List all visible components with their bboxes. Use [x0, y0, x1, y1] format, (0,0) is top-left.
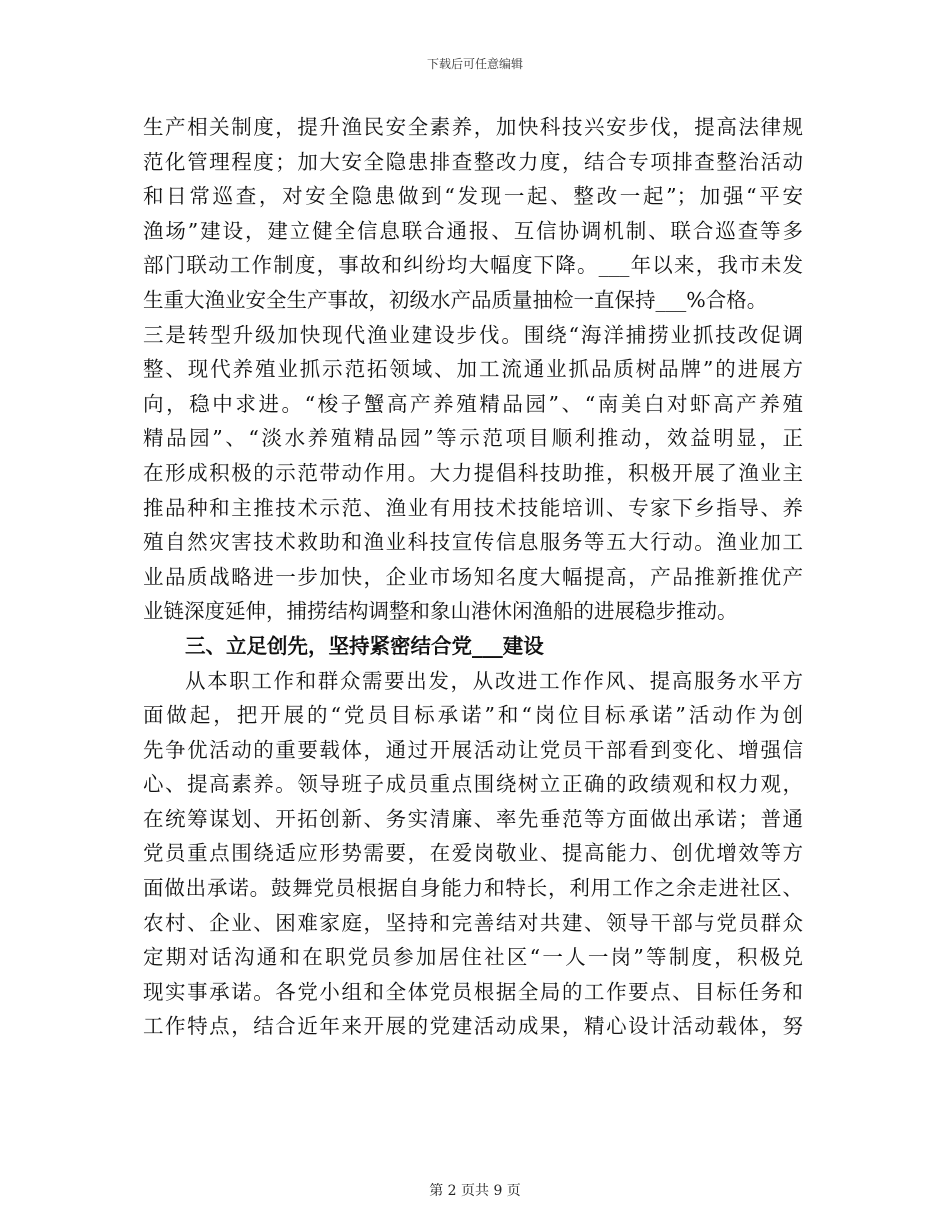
paragraph-line: 面做起，把开展的“党员目标承诺”和“岗位目标承诺”活动作为创	[143, 703, 803, 728]
paragraph-line: 生重大渔业安全生产事故，初级水产品质量抽检一直保持___%合格。	[143, 287, 768, 312]
section-heading: 三、立足创先，坚持紧密结合党___建设	[185, 633, 544, 658]
paragraph-line: 部门联动工作制度，事故和纠纷均大幅度下降。___年以来，我市未发	[143, 253, 803, 278]
paragraph-line: 三是转型升级加快现代渔业建设步伐。围绕“海洋捕捞业抓技改促调	[143, 322, 803, 347]
paragraph-line: 农村、企业、困难家庭，坚持和完善结对共建、领导干部与党员群众	[143, 910, 803, 935]
paragraph-line: 从本职工作和群众需要出发，从改进工作作风、提高服务水平方	[185, 668, 803, 693]
paragraph-line: 范化管理程度；加大安全隐患排查整改力度，结合专项排查整治活动	[143, 149, 803, 174]
paragraph-line: 推品种和主推技术示范、渔业有用技术技能培训、专家下乡指导、养	[143, 495, 803, 520]
paragraph-line: 渔场”建设，建立健全信息联合通报、互信协调机制、联合巡查等多	[143, 218, 803, 243]
page-number-footer: 第 2 页共 9 页	[429, 1183, 521, 1199]
paragraph-line: 在统筹谋划、开拓创新、务实清廉、率先垂范等方面做出承诺；普通	[143, 806, 803, 831]
paragraph-line: 定期对话沟通和在职党员参加居住社区“一人一岗”等制度，积极兑	[143, 945, 803, 970]
paragraph-line: 党员重点围绕适应形势需要，在爱岗敬业、提高能力、创优增效等方	[143, 841, 803, 866]
paragraph-line: 精品园”、“淡水养殖精品园”等示范项目顺利推动，效益明显，正	[143, 426, 803, 451]
paragraph-line: 先争优活动的重要载体，通过开展活动让党员干部看到变化、增强信	[143, 737, 803, 762]
paragraph-line: 现实事承诺。各党小组和全体党员根据全局的工作要点、目标任务和	[143, 979, 803, 1004]
paragraph-line: 和日常巡查，对安全隐患做到“发现一起、整改一起”；加强“平安	[143, 184, 803, 209]
paragraph-line: 在形成积极的示范带动作用。大力提倡科技助推，积极开展了渔业主	[143, 460, 803, 485]
page-header: 下载后可任意编辑	[426, 57, 523, 71]
paragraph-line: 心、提高素养。领导班子成员重点围绕树立正确的政绩观和权力观，	[143, 772, 803, 797]
paragraph-line: 殖自然灾害技术救助和渔业科技宣传信息服务等五大行动。渔业加工	[143, 530, 803, 555]
paragraph-line: 工作特点，结合近年来开展的党建活动成果，精心设计活动载体，努	[143, 1014, 803, 1039]
paragraph-line: 面做出承诺。鼓舞党员根据自身能力和特长，利用工作之余走进社区、	[143, 876, 803, 901]
paragraph-line: 业品质战略进一步加快，企业市场知名度大幅提高，产品推新推优产	[143, 564, 803, 589]
document-body	[143, 110, 803, 1044]
paragraph-line: 业链深度延伸，捕捞结构调整和象山港休闲渔船的进展稳步推动。	[143, 599, 738, 624]
paragraph-line: 整、现代养殖业抓示范拓领域、加工流通业抓品质树品牌”的进展方	[143, 357, 803, 382]
paragraph-line: 生产相关制度，提升渔民安全素养，加快科技兴安步伐，提高法律规	[143, 115, 803, 139]
paragraph-line: 向，稳中求进。“梭子蟹高产养殖精品园”、“南美白对虾高产养殖	[143, 391, 803, 416]
